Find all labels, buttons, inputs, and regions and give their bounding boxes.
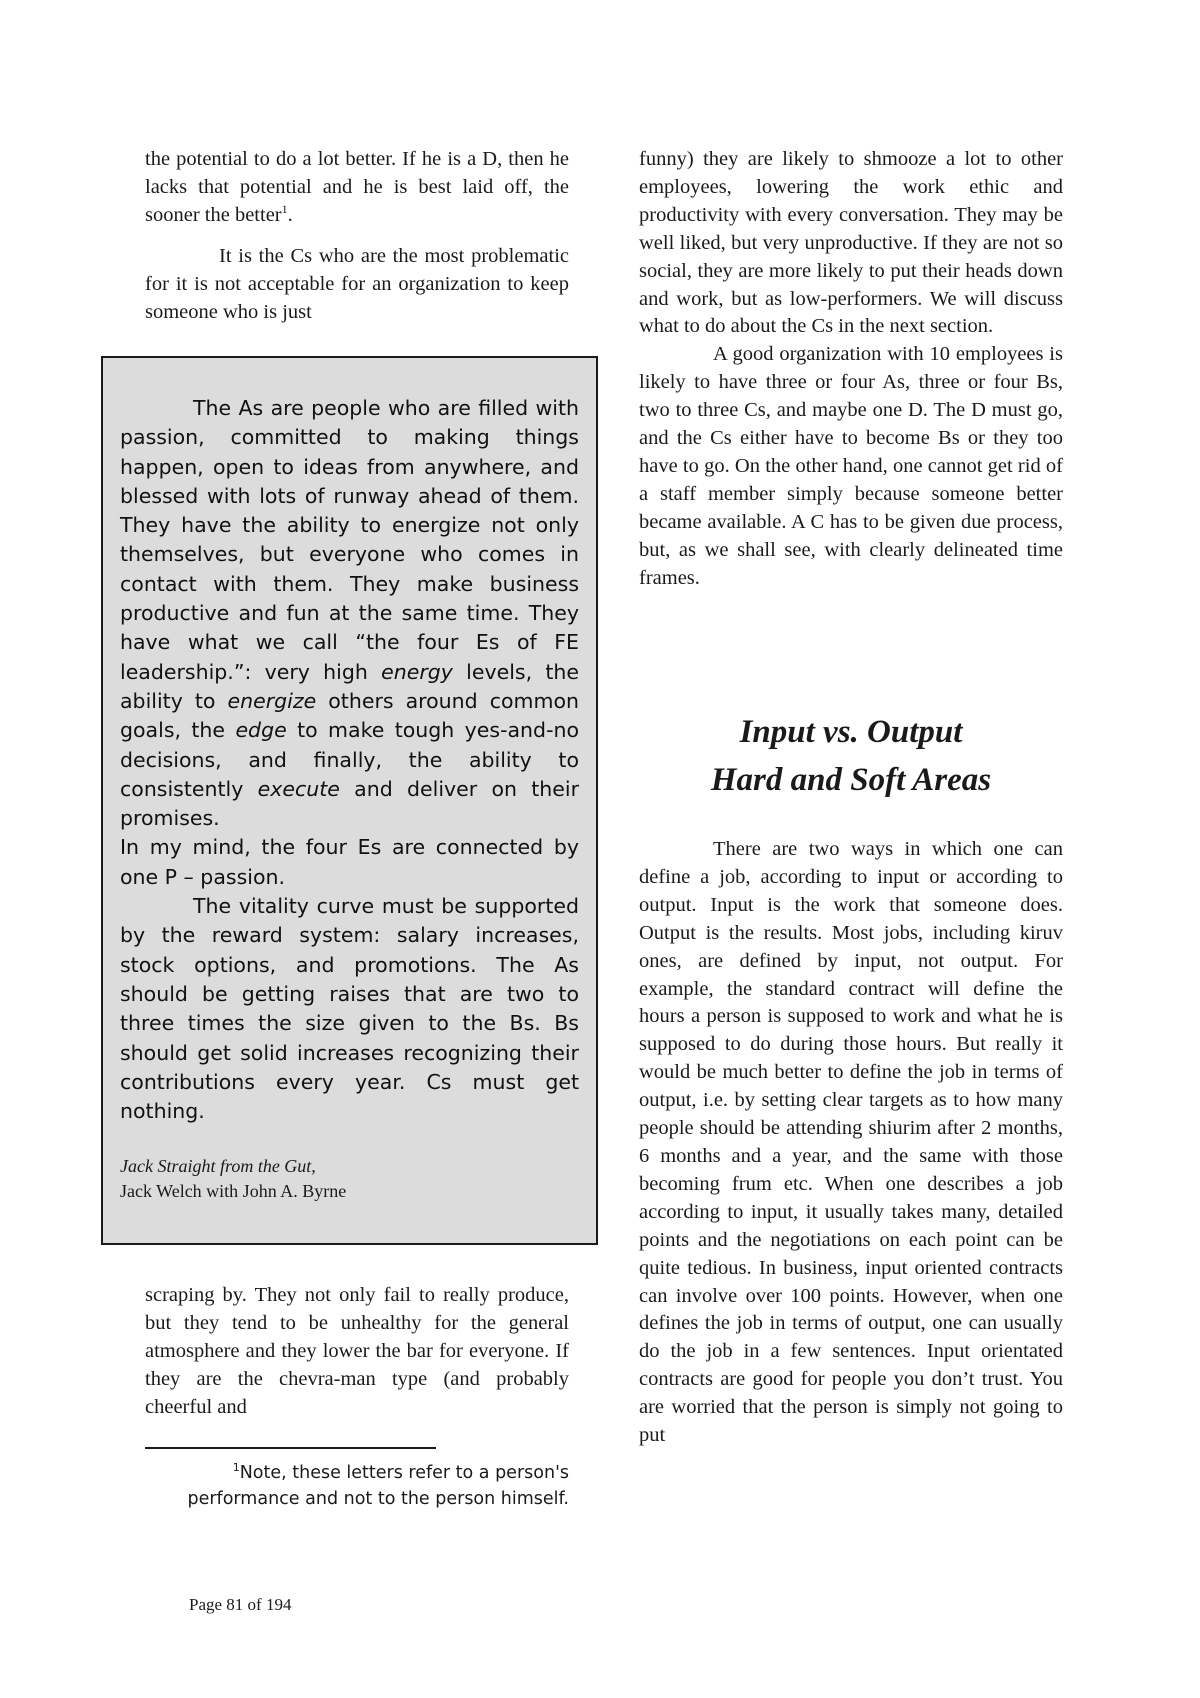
quote-source-authors: Jack Welch with John A. Byrne [120, 1181, 347, 1202]
quote-paragraph: The As are people who are filled with passion, committed to making things happen, open to ideas from anywhere, and blessed with lots of runway ahead of them. They have the ability to energize not only themselves, but everyone who comes in contact with them. They make business productive and fun at the same time. They have what we call “the four Es of FE leadership.”: very high energy levels, the ability to energize others around common goals, the edge to make tough yes-and-no decisions, and finally, the ability to consistently execute and deliver on their promises. [120, 396, 580, 831]
paragraph: There are two ways in which one can define a job, according to input or according to output. Input is the work that someone does. Output is the results. Most jobs, including kiruv ones, are defined by input, not output. For example, the standard contract will define the hours a person is supposed to work and what he is supposed to do during those hours. But really it would be much better to define the job in terms of output, i.e. by setting clear targets as to how many people should be attending shiurim after 2 months, 6 months and a year, and the same with those becoming frum etc. When one describes a job according to input, it usually takes many, detailed points and the negotiations on each point can be quite tedious. In business, input oriented contracts can involve over 100 points. However, when one defines the job in terms of output, one can usually do the job in a few sentences. Input orientated contracts are good for people you don’t trust. You are worried that the person is simply not going to put [639, 838, 1063, 1447]
quote-paragraph: In my mind, the four Es are connected by one P – passion. [120, 835, 579, 889]
left-column-bottom [145, 1282, 569, 1422]
section-heading-line-1: Input vs. Output [739, 714, 963, 750]
quote-paragraph: The vitality curve must be supported by the reward system: salary increases, stock options, and promotions. The As should be getting raises that are two to three times the size given to the Bs. Bs should get solid increases recognizing their contributions every year. Cs must get nothing. [120, 894, 579, 1124]
right-column-lower [639, 836, 1063, 1450]
quote-source [120, 1154, 579, 1204]
footnote-reference[interactable]: 1 [281, 201, 288, 216]
quote-source-book: Jack Straight from the Gut, [120, 1156, 316, 1177]
quote-box [101, 356, 598, 1245]
quote-body [120, 394, 579, 1126]
paragraph: the potential to do a lot better. If he is a D, then he lacks that potential and he is best laid off, the sooner the better$^1$. [145, 148, 569, 226]
footnote-divider [145, 1447, 436, 1449]
footnote-text: Note, these letters refer to a person's performance and not to the person himself. [187, 1463, 569, 1509]
paragraph: A good organization with 10 employees is likely to have three or four As, three or four Bs, two to three Cs, and maybe one D. The D must go, and the Cs either have to become Bs or they too have to go. On the other hand, one cannot get rid of a staff member simply because someone better became available. A C has to be given due process, but, as we shall see, with clearly delineated time frames. [639, 343, 1063, 589]
page-number: Page 81 of 194 [189, 1595, 292, 1614]
paragraph: It is the Cs who are the most problematic for it is not acceptable for an organization to keep someone who is just [145, 244, 569, 323]
paragraph: funny) they are likely to shmooze a lot to other employees, lowering the work ethic and productivity with every conversation. They may be well liked, but very unproductive. If they are not so social, they are more likely to put their heads down and work, but as low-performers. We will discuss what to do about the Cs in the next section. [639, 148, 1063, 338]
paragraph: scraping by. They not only fail to really produce, but they tend to be unhealthy for the general atmosphere and they lower the bar for everyone. If they are the chevra-man type (and probably cheerful and [145, 1284, 569, 1418]
footnote-marker: 1 [232, 1461, 240, 1475]
right-column [639, 146, 1063, 593]
left-column-top [145, 146, 569, 326]
footnote [145, 1460, 569, 1512]
section-heading-line-2: Hard and Soft Areas [710, 762, 992, 798]
